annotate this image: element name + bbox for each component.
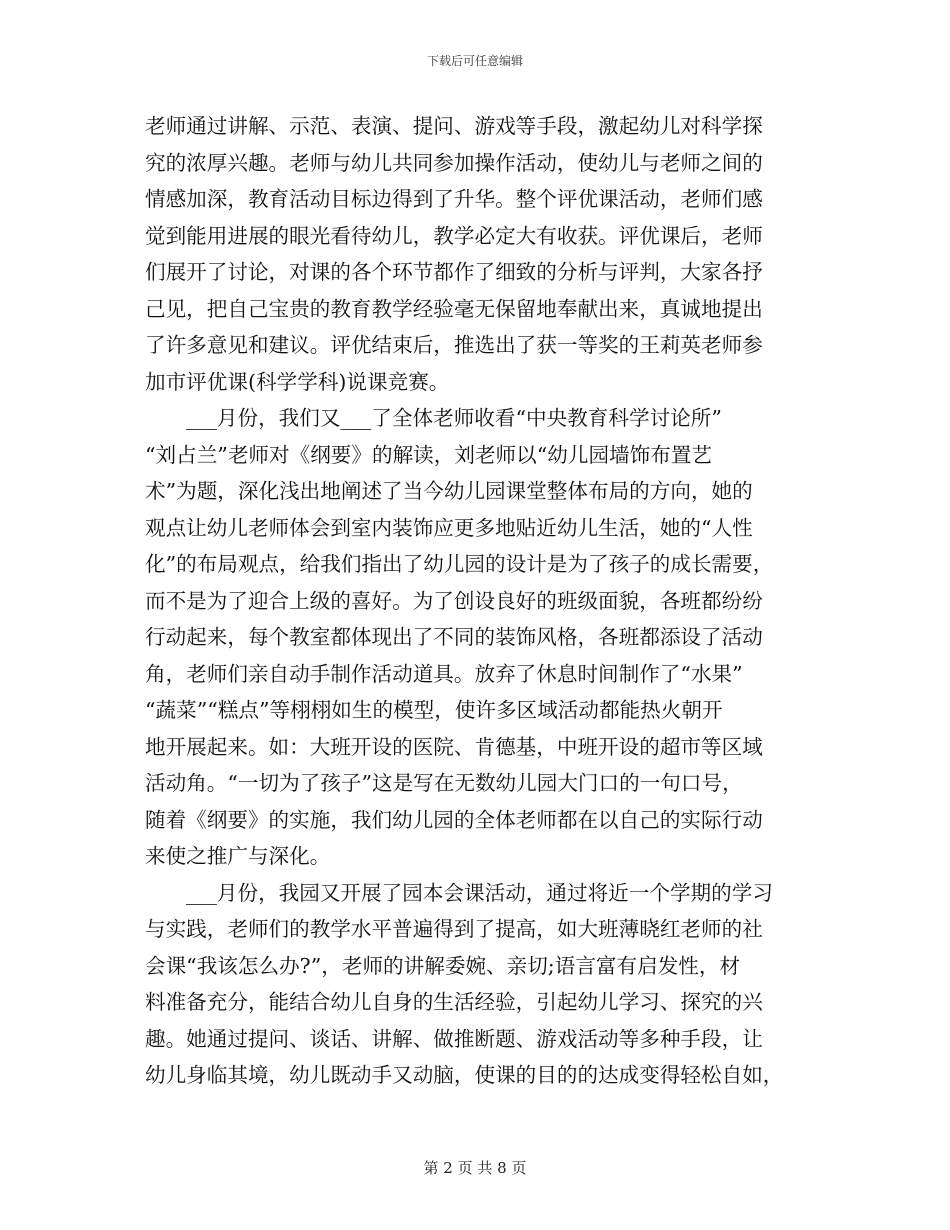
paragraph-start-line: ___月份，我园又开展了园本会课活动，通过将近一个学期的学习 [186,880,773,905]
text-line: 随着《纲要》的实施，我们幼儿园的全体老师都在以自己的实际行动 [145,807,763,832]
text-line: 会课“我该怎么办?”，老师的讲解委婉、亲切;语言富有启发性，材 [145,953,741,978]
text-line: 术”为题，深化浅出地阐述了当今幼儿园课堂整体布局的方向，她的 [145,479,753,503]
text-line: “蔬菜”“糕点”等栩栩如生的模型，使许多区域活动都能热火朝开 [145,698,723,722]
text-line: 料准备充分，能结合幼儿自身的生活经验，引起幼儿学习、探究的兴 [145,990,763,1014]
page-header: 下载后可任意编辑 [426,54,523,68]
page-number: 第 2 页 共 8 页 [423,1159,527,1177]
text-line: 化”的布局观点，给我们指出了幼儿园的设计是为了孩子的成长需要， [145,552,774,576]
text-line: 情感加深，教育活动目标边得到了升华。整个评优课活动，老师们感 [145,187,763,211]
text-line: “刘占兰”老师对《纲要》的解读，刘老师以“幼儿园墙饰布置艺 [145,442,713,467]
text-line: 与实践，老师们的教学水平普遍得到了提高，如大班薄晓红老师的社 [145,917,763,941]
text-line: 活动角。“一切为了孩子”这是写在无数幼儿园大门口的一句口号， [145,771,743,795]
text-line: 来使之推广与深化。 [145,844,331,868]
document-body [145,108,811,1094]
text-line: 己见，把自己宝贵的教育教学经验毫无保留地奉献出来，真诚地提出 [145,296,763,321]
text-line: 们展开了讨论，对课的各个环节都作了细致的分析与评判，大家各抒 [145,260,763,284]
text-line: 究的浓厚兴趣。老师与幼儿共同参加操作活动，使幼儿与老师之间的 [145,150,763,175]
text-line: 加市评优课(科学学科)说课竞赛。 [145,369,450,394]
paragraph-start-line: ___月份，我们又___了全体老师收看“中央教育科学讨论所” [186,406,722,430]
text-line: 而不是为了迎合上级的喜好。为了创设良好的班级面貌，各班都纷纷 [145,588,763,613]
text-line: 行动起来，每个教室都体现出了不同的装饰风格，各班都添设了活动 [145,625,763,649]
text-line: 角，老师们亲自动手制作活动道具。放弃了休息时间制作了“水果” [145,661,743,686]
text-line: 了许多意见和建议。评优结束后，推选出了获一等奖的王莉英老师参 [145,333,763,357]
text-line: 趣。她通过提问、谈话、讲解、做推断题、游戏活动等多种手段，让 [145,1026,763,1051]
text-line: 老师通过讲解、示范、表演、提问、游戏等手段，激起幼儿对科学探 [145,114,763,138]
text-line: 观点让幼儿老师体会到室内装饰应更多地贴近幼儿生活，她的“人性 [145,515,753,540]
text-line: 幼儿身临其境，幼儿既动手又动脑，使课的目的的达成变得轻松自如， [145,1063,784,1087]
text-line: 地开展起来。如：大班开设的医院、肯德基，中班开设的超市等区域 [145,734,763,759]
text-line: 觉到能用进展的眼光看待幼儿，教学必定大有收获。评优课后，老师 [145,223,763,248]
